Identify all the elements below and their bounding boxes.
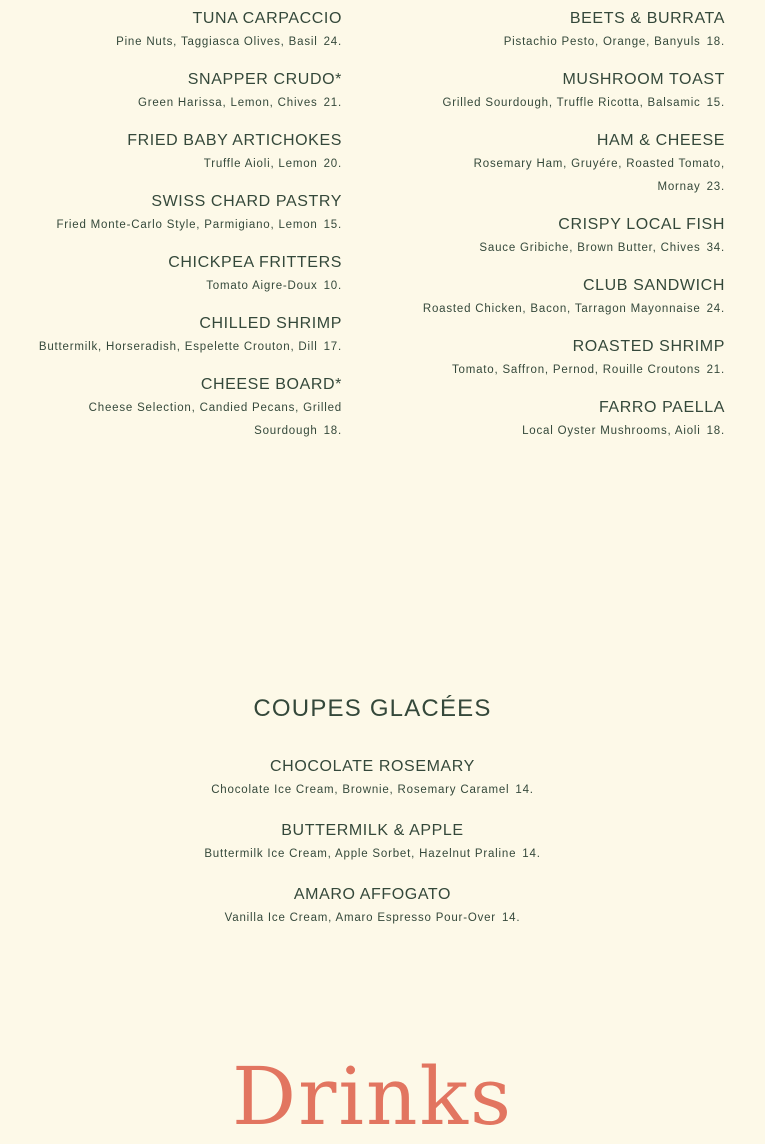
section-title: COUPES GLACÉES <box>253 695 492 722</box>
menu-item-description: Vanilla Ice Cream, Amaro Espresso Pour-Over 14. <box>224 912 521 924</box>
menu-item-description: Sauce Gribiche, Brown Butter, Chives 34. <box>479 242 725 254</box>
menu-item <box>20 69 342 115</box>
menu-item-name: CHICKPEA FRITTERS <box>168 254 342 271</box>
menu-item-description: Tomato Aigre-Doux 10. <box>206 280 342 292</box>
menu-item <box>20 8 342 54</box>
menu-item-price: 14. <box>515 784 534 796</box>
menu-item-description: Grilled Sourdough, Truffle Ricotta, Balsamic 15. <box>442 97 725 109</box>
menu-item-description: Pistachio Pesto, Orange, Banyuls 18. <box>503 36 725 48</box>
coupes-glacees-section <box>0 690 745 948</box>
menu-item-name: SNAPPER CRUDO* <box>187 71 342 88</box>
menu-item-name: CLUB SANDWICH <box>582 277 725 294</box>
menu-item-price: 21. <box>706 364 725 376</box>
menu-item-description: Chocolate Ice Cream, Brownie, Rosemary Caramel 14. <box>211 784 534 796</box>
menu-item <box>20 130 342 176</box>
menu-item <box>405 130 725 199</box>
menu-item-name: SWISS CHARD PASTRY <box>151 193 342 210</box>
menu-item-name: ROASTED SHRIMP <box>572 338 725 355</box>
menu-item-name: AMARO AFFOGATO <box>293 886 452 903</box>
menu-item-price: 24. <box>323 36 342 48</box>
menu-item-price: 24. <box>706 303 725 315</box>
menu-item-description: Rosemary Ham, Gruyére, Roasted Tomato, Mornay 23. <box>473 158 725 193</box>
menu-item-name: BUTTERMILK & APPLE <box>281 822 464 839</box>
menu-item <box>0 884 745 930</box>
drinks-heading: Drinks <box>231 1050 514 1143</box>
menu-item-name: CRISPY LOCAL FISH <box>558 216 725 233</box>
menu-item-description: Buttermilk, Horseradish, Espelette Crouton, Dill 17. <box>38 341 342 353</box>
menu-item-description: Local Oyster Mushrooms, Aioli 18. <box>522 425 725 437</box>
menu-item <box>20 191 342 237</box>
menu-item-price: 20. <box>323 158 342 170</box>
menu-item-price: 18. <box>706 425 725 437</box>
menu-item <box>0 756 745 802</box>
menu-item-price: 23. <box>706 181 725 193</box>
menu-item-price: 21. <box>323 97 342 109</box>
menu-item <box>405 69 725 115</box>
menu-item-description: Buttermilk Ice Cream, Apple Sorbet, Hazelnut Praline 14. <box>204 848 541 860</box>
menu-item-price: 15. <box>323 219 342 231</box>
menu-item <box>20 313 342 359</box>
menu-item-name: MUSHROOM TOAST <box>562 71 725 88</box>
menu-item-name: FARRO PAELLA <box>598 399 725 416</box>
menu-item <box>20 252 342 298</box>
menu-item <box>405 214 725 260</box>
menu-item-name: TUNA CARPACCIO <box>192 10 342 27</box>
menu-item <box>20 374 342 443</box>
menu-item-price: 18. <box>706 36 725 48</box>
menu-item-price: 14. <box>501 912 521 924</box>
menu-item-name: CHILLED SHRIMP <box>199 315 342 332</box>
menu-item-description: Fried Monte-Carlo Style, Parmigiano, Lemon 15. <box>56 219 342 231</box>
menu-item <box>405 336 725 382</box>
menu-item <box>0 820 745 866</box>
menu-item-price: 10. <box>323 280 342 292</box>
menu-item-price: 14. <box>522 848 541 860</box>
menu-item-description: Green Harissa, Lemon, Chives 21. <box>137 97 342 109</box>
menu-item-description: Cheese Selection, Candied Pecans, Grilled Sourdough 18. <box>88 402 342 437</box>
menu-item-description: Tomato, Saffron, Pernod, Rouille Croutons 21. <box>451 364 725 376</box>
menu-item-description: Truffle Aioli, Lemon 20. <box>203 158 342 170</box>
menu-item-name: CHEESE BOARD* <box>200 376 342 393</box>
left-menu-column <box>20 8 342 458</box>
menu-item-price: 34. <box>706 242 725 254</box>
menu-item-name: HAM & CHEESE <box>596 132 725 149</box>
menu-item-price: 17. <box>323 341 342 353</box>
menu-item-description: Pine Nuts, Taggiasca Olives, Basil 24. <box>116 36 342 48</box>
menu-item-price: 15. <box>706 97 725 109</box>
menu-item <box>405 8 725 54</box>
menu-item <box>405 397 725 443</box>
right-menu-column <box>405 8 725 458</box>
menu-item-name: CHOCOLATE ROSEMARY <box>270 758 475 775</box>
menu-item-name: BEETS & BURRATA <box>569 10 725 27</box>
menu-item-description: Roasted Chicken, Bacon, Tarragon Mayonnaise 24. <box>422 303 725 315</box>
menu-item-name: FRIED BABY ARTICHOKES <box>127 132 342 149</box>
menu-item-price: 18. <box>323 425 342 437</box>
menu-item <box>405 275 725 321</box>
